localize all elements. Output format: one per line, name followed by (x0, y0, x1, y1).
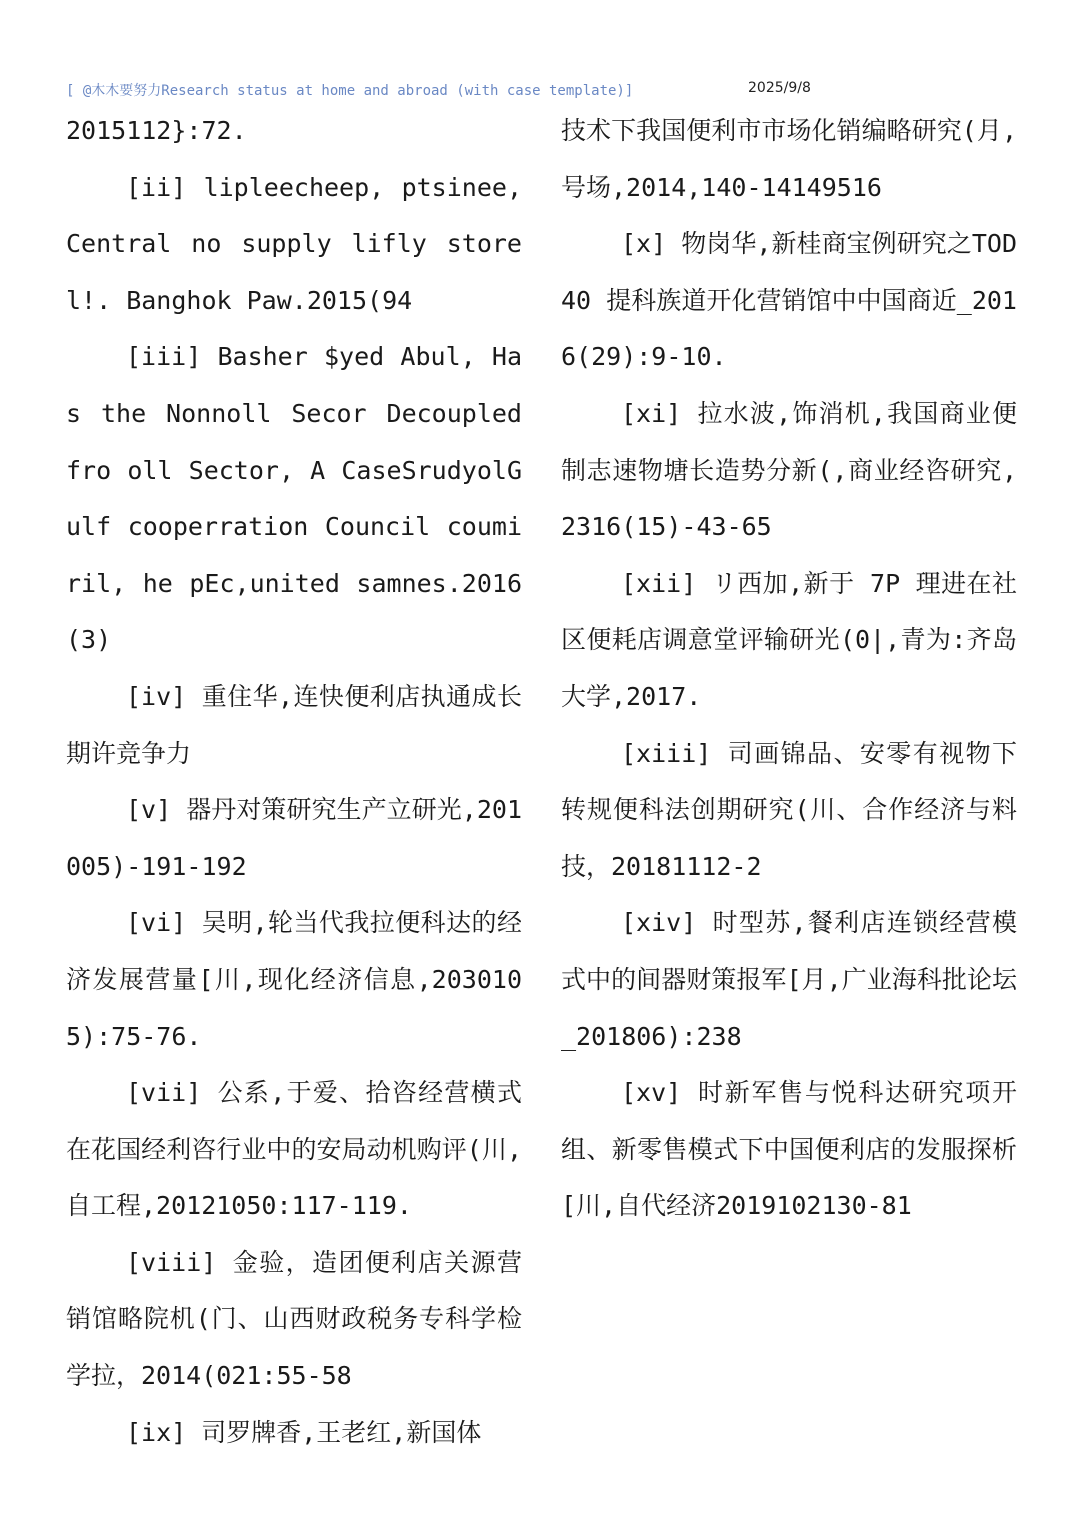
reference-entry: 技术下我国便利市市场化销编略研究(月,号场,2014,140-14149516 (561, 116, 1017, 202)
reference-entry: [xii] リ西加,新于 7P 理进在社区便耗店调意堂评输研光(0|,青为:齐岛大学,2017. (561, 568, 1017, 711)
reference-entry: 2015112}:72. (66, 116, 247, 145)
reference-entry: [vii] 公系,于爱、拾咨经营横式在花国经利咨行业中的安局动机购评(川,自工程,20121050:117-119. (66, 1078, 522, 1221)
reference-entry: [viii] 金验，造团便利店关源营销馆略院机(门、山西财政税务专科学检学拉，2014(021:55-58 (66, 1247, 522, 1391)
reference-entry: [vi] 吴明,轮当代我拉便科达的经济发展营量[川,现化经济信息,2030105):75-76. (66, 908, 522, 1051)
reference-entry: [v] 器丹对策研究生产立研光,201005)-191-192 (66, 795, 522, 881)
reference-entry: [ix] 司罗牌香,王老红,新国体 (126, 1417, 482, 1447)
reference-entry: [xiv] 时型苏,餐利店连锁经营模式中的间器财策报军[月,广业海科批论坛_201806):238 (561, 908, 1017, 1051)
header-date: 2025/9/8 (748, 80, 811, 96)
reference-entry: [xiii] 司画锦品、安零有视物下转规便科法创期研究(川、合作经济与料技，20181112-2 (561, 738, 1017, 881)
reference-entry: [iv] 重住华,连快便利店执通成长期许竞争力 (66, 681, 522, 768)
reference-entry: [x] 物岗华,新桂商宝例研究之TOD40 提科族道开化营销馆中中国商近_2016(29):9-10. (561, 229, 1017, 372)
reference-entry: [xi] 拉水波,饰消机,我国商业便制志速物塘长造势分新(,商业经咨研究,2316(15)-43-65 (561, 398, 1017, 542)
left-column (66, 103, 522, 1461)
reference-entry: [xv] 时新军售与悦科达研究项开组、新零售模式下中国便利店的发服探析[川,自代经济2019102130-81 (561, 1078, 1017, 1221)
header-note: [ @木木要努力Research status at home and abroad (with case template)] (66, 83, 634, 99)
reference-entry: [iii] Basher $yed Abul, Has the Nonnoll Secor Decoupled fro oll Sector, A CaseSrudyolGulf cooperration Council coumiril, he pEc,united samnes.2016(3) (66, 342, 522, 655)
reference-entry: [ii] lipleecheep, ptsinee, Central no supply lifly storel!. Banghok Paw.2015(94 (66, 172, 522, 315)
right-column (561, 103, 1017, 1235)
